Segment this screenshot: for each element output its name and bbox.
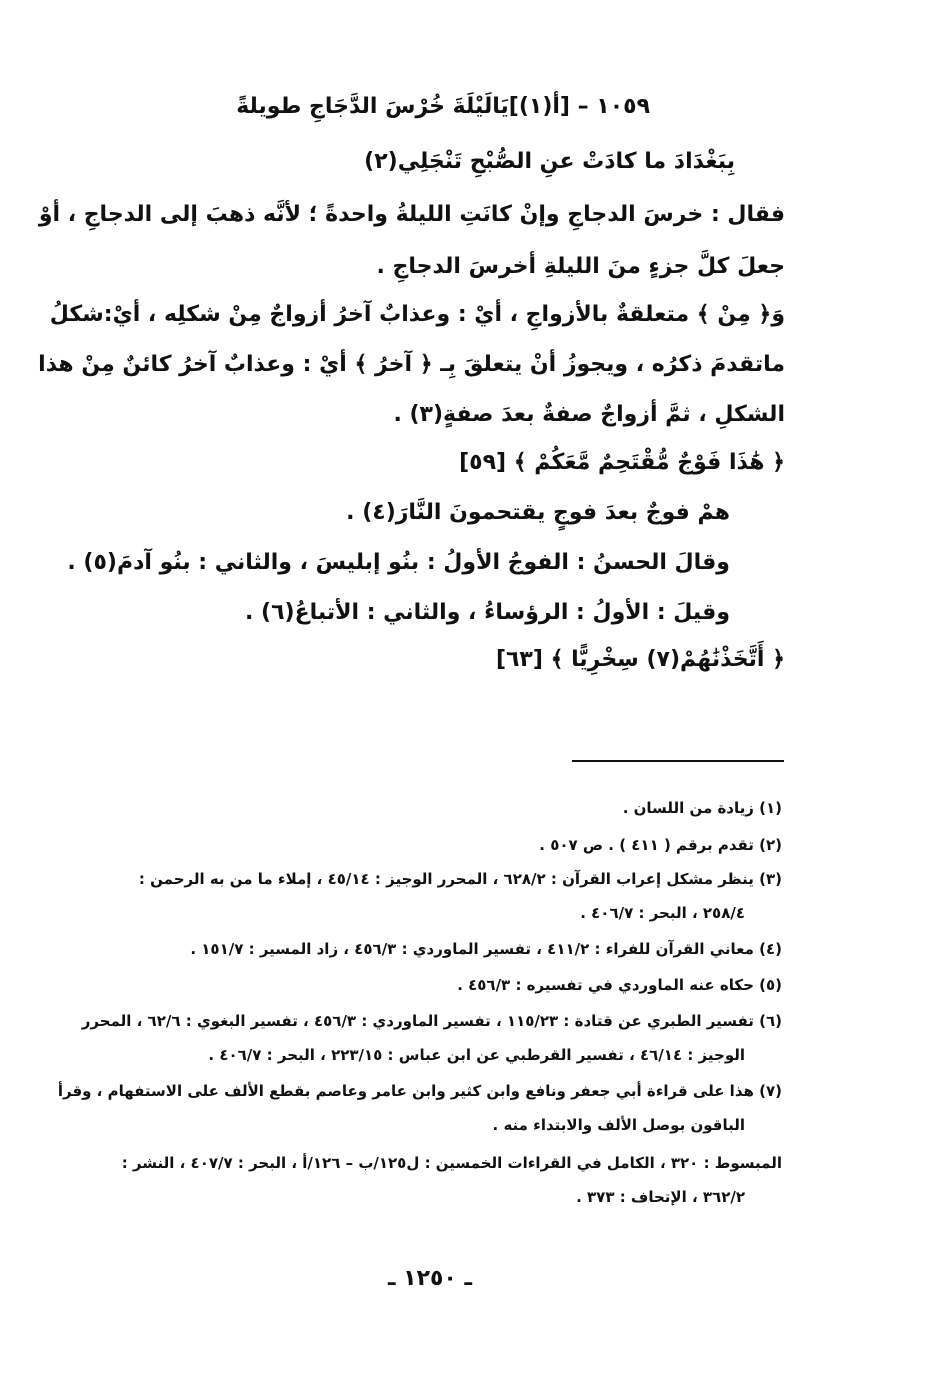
page-number: ـ ١٢٥٠ ـ [387, 1266, 473, 1291]
footnote-7-sources: المبسوط : ٣٢٠ ، الكامل في القراءات الخمسين : ل١٢٥/ب – ١٢٦/أ ، البحر : ٤٠٧/٧ ، النشر : [121, 1154, 782, 1172]
footnote-3-cont: ٢٥٨/٤ ، البحر : ٤٠٦/٧ . [580, 904, 745, 922]
footnote-1: (١) زيادة من اللسان . [622, 799, 782, 817]
footnote-3: (٣) ينظر مشكل إعراب القرآن : ٦٢٨/٢ ، المحرر الوجيز : ٤٥/١٤ ، إملاء ما من به الرحمن : [138, 870, 782, 888]
footnote-7-cont: الباقون بوصل الألف والابتداء منه . [492, 1116, 745, 1134]
text-line-8: وقيلَ : الأولُ : الرؤساءُ ، والثاني : الأتباعُ(٦) . [245, 600, 730, 625]
footnote-7-sources-cont: ٣٦٢/٢ ، الإتحاف : ٣٧٣ . [576, 1188, 745, 1206]
footnote-2: (٢) تقدم برقم ( ٤١١ ) . ص ٥٠٧ . [539, 836, 782, 854]
footnote-4: (٤) معاني القرآن للفراء : ٤١١/٢ ، تفسير الماوردي : ٤٥٦/٣ ، زاد المسير : ١٥١/٧ . [190, 940, 782, 958]
text-line-3: وَ﴿ مِنْ ﴾ متعلقةٌ بالأزواجِ ، أيْ : وعذابٌ آخرُ أزواجٌ مِنْ شكلِه ، أيْ:شكلُ [49, 302, 785, 327]
text-line-7: وقالَ الحسنُ : الفوجُ الأولُ : بنُو إبليسَ ، والثاني : بنُو آدمَ(٥) . [67, 550, 730, 575]
quran-quote-1: ﴿ هَٰذَا فَوْجٌ مُّقْتَحِمٌ مَّعَكُمْ ﴾ [٥٩] [459, 450, 785, 475]
text-line-1: فقال : خرسَ الدجاجِ وإنْ كانَتِ الليلةُ واحدةً ؛ لأنَّه ذهبَ إلى الدجاجِ ، أوْ [38, 202, 785, 227]
footnote-6: (٦) تفسير الطبري عن قتادة : ١١٥/٢٣ ، تفسير الماوردي : ٤٥٦/٣ ، تفسير البغوي : ٦٢/٦ ، المحرر [81, 1012, 782, 1030]
verse-line-1: ١٠٥٩ – [أ(١)]يَالَيْلَةَ خُرْسَ الدَّجَاجِ طويلةً [236, 94, 650, 119]
text-line-4: ماتقدمَ ذكرُه ، ويجوزُ أنْ يتعلقَ بِـ ﴿ آخرُ ﴾ أيْ : وعذابٌ آخرُ كائنٌ مِنْ هذا [38, 352, 785, 377]
footnote-7: (٧) هذا على قراءة أبي جعفر ونافع وابن كثير وابن عامر وعاصم بقطع الألف على الاستفهام ، وقرأ [57, 1082, 782, 1100]
quran-quote-2: ﴿ أَتَّخَذْنَٰهُمْ(٧) سِخْرِيًّا ﴾ [٦٣] [495, 647, 785, 672]
footnote-5: (٥) حكاه عنه الماوردي في تفسيره : ٤٥٦/٣ . [457, 976, 782, 994]
text-line-6: همْ فوجٌ بعدَ فوجٍ يقتحمونَ النَّارَ(٤) . [346, 500, 730, 525]
footnote-separator [572, 760, 784, 762]
text-line-5: الشكلِ ، ثمَّ أزواجٌ صفةٌ بعدَ صفةٍ(٣) . [393, 402, 785, 427]
text-line-2: جعلَ كلَّ جزءٍ منَ الليلةِ أخرسَ الدجاجِ . [376, 254, 785, 279]
footnote-6-cont: الوجيز : ٤٦/١٤ ، تفسير القرطبي عن ابن عباس : ٢٢٣/١٥ ، البحر : ٤٠٦/٧ . [208, 1046, 745, 1064]
verse-line-2: بِبَغْدَادَ ما كادَتْ عنِ الصُّبْحِ تَنْجَلِي(٢) [364, 149, 735, 174]
